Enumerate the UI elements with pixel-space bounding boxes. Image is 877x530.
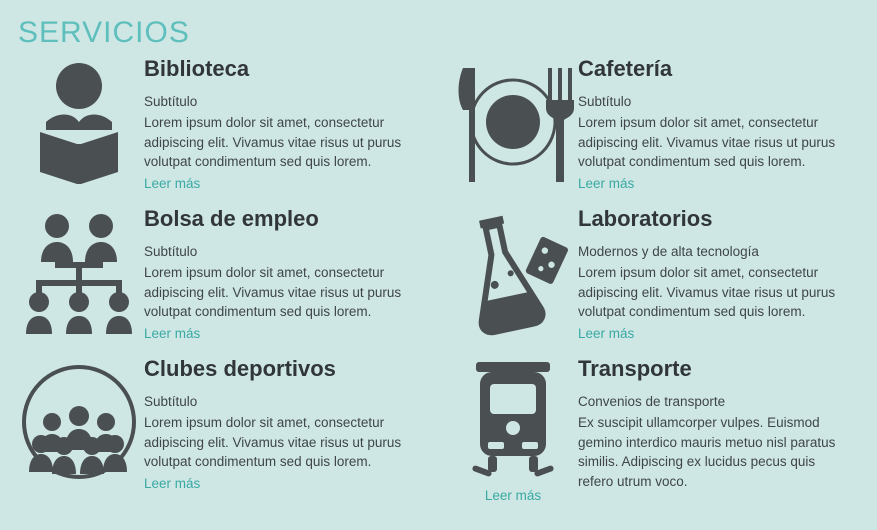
- service-title: Clubes deportivos: [144, 356, 336, 381]
- flask-beaker-icon: [448, 206, 578, 340]
- service-text: Lorem ipsum dolor sit amet, consectetur adipiscing elit. Vivamus vitae risus ut purus volutpat condimentum sed quis lorem.: [144, 265, 402, 319]
- service-card-clubes-deportivos: [14, 356, 448, 526]
- people-circle-icon: [14, 356, 144, 490]
- service-text: Lorem ipsum dolor sit amet, consectetur adipiscing elit. Vivamus vitae risus ut purus volutpat condimentum sed quis lorem.: [578, 265, 836, 319]
- service-card-biblioteca: [14, 56, 448, 206]
- service-title: Biblioteca: [144, 56, 250, 81]
- service-text: Lorem ipsum dolor sit amet, consectetur adipiscing elit. Vivamus vitae risus ut purus volutpat condimentum sed quis lorem.: [144, 415, 402, 469]
- service-subtitle: Modernos y de alta tecnología: [578, 244, 759, 259]
- service-subtitle: Subtítulo: [144, 394, 198, 409]
- service-subtitle: Convenios de transporte: [578, 394, 726, 409]
- read-more-link[interactable]: Leer más: [578, 325, 635, 341]
- service-subtitle: Subtítulo: [144, 94, 198, 109]
- service-subtitle: Subtítulo: [144, 244, 198, 259]
- service-card-cafeteria: [448, 56, 877, 206]
- service-text: Lorem ipsum dolor sit amet, consectetur adipiscing elit. Vivamus vitae risus ut purus volutpat condimentum sed quis lorem.: [578, 115, 836, 169]
- service-card-body: [144, 206, 448, 343]
- plate-fork-knife-icon: [448, 56, 578, 190]
- read-more-link[interactable]: Leer más: [484, 488, 542, 503]
- read-more-link[interactable]: Leer más: [144, 175, 201, 191]
- people-group-org-icon: [14, 206, 144, 340]
- service-card-laboratorios: [448, 206, 877, 356]
- page-title: SERVICIOS: [18, 16, 190, 49]
- service-card-body: [144, 356, 448, 493]
- service-card-bolsa-de-empleo: [14, 206, 448, 356]
- read-more-link[interactable]: Leer más: [578, 175, 635, 191]
- service-title: Transporte: [578, 356, 692, 381]
- service-subtitle: Subtítulo: [578, 94, 632, 109]
- service-card-body: [578, 56, 877, 193]
- read-more-link[interactable]: Leer más: [144, 475, 201, 491]
- service-title: Bolsa de empleo: [144, 206, 319, 231]
- service-text: Ex suscipit ullamcorper vulpes. Euismod gemino interdico mauris metuo nisl paratus similis. Adipiscing ex lucidus pecus quis refero utrum voco.: [578, 415, 836, 489]
- service-card-body: [578, 356, 877, 493]
- read-more-link[interactable]: Leer más: [144, 325, 201, 341]
- service-card-body: [144, 56, 448, 193]
- service-text: Lorem ipsum dolor sit amet, consectetur adipiscing elit. Vivamus vitae risus ut purus volutpat condimentum sed quis lorem.: [144, 115, 402, 169]
- service-title: Laboratorios: [578, 206, 713, 231]
- train-icon: [458, 360, 568, 480]
- service-title: Cafetería: [578, 56, 673, 81]
- services-grid: [14, 56, 863, 526]
- train-icon-wrap: [448, 356, 578, 503]
- person-reading-book-icon: [14, 56, 144, 190]
- service-card-transporte: [448, 356, 877, 526]
- service-card-body: [578, 206, 877, 343]
